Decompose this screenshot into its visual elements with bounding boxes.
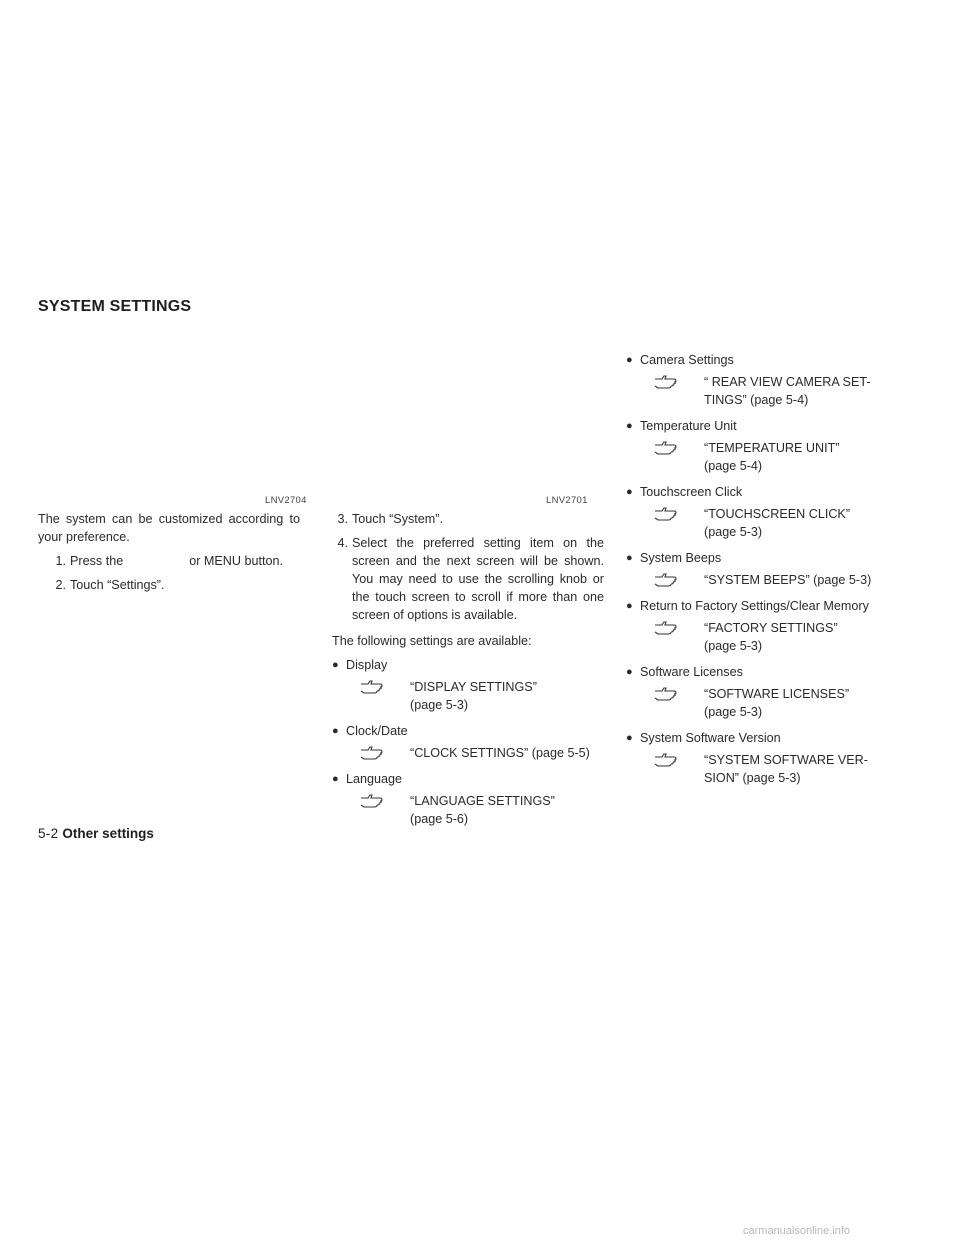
middle-column	[320, 510, 604, 836]
step-text-pre: Press the	[70, 554, 124, 568]
step-number: 4.	[337, 536, 348, 550]
step-text-post: or MENU button.	[189, 554, 283, 568]
pointing-hand-icon	[332, 792, 410, 809]
step-text: Select the preferred setting item on the screen and the next screen will be shown. You may need to use the scrolling knob or the touch screen to scroll if more than one screen of options is available.	[352, 536, 604, 622]
step-text: Touch “System”.	[352, 512, 443, 526]
pointing-hand-icon	[626, 439, 704, 456]
setting-label: Return to Factory Settings/Clear Memory	[640, 599, 869, 613]
page-footer	[38, 825, 154, 843]
reference-line-1: “ REAR VIEW CAMERA SET-	[704, 375, 871, 389]
setting-item	[626, 417, 896, 435]
step-4	[320, 534, 604, 624]
setting-label: Display	[346, 658, 388, 672]
figure-code-middle: LNV2701	[546, 495, 588, 506]
bullet-icon: ●	[626, 732, 633, 744]
pointing-hand-icon	[626, 619, 704, 636]
setting-reference	[332, 792, 604, 828]
setting-reference	[332, 678, 604, 714]
left-column	[38, 510, 300, 600]
bullet-icon: ●	[626, 666, 633, 678]
setting-label: Temperature Unit	[640, 419, 737, 433]
reference-line-1: “SYSTEM BEEPS” (page 5-3)	[704, 573, 872, 587]
footer-section-title: Other settings	[62, 826, 154, 841]
reference-line-1: “TOUCHSCREEN CLICK”	[704, 507, 851, 521]
reference-line-1: “SYSTEM SOFTWARE VER-	[704, 753, 868, 767]
reference-line-2: (page 5-3)	[704, 705, 763, 719]
pointing-hand-icon	[626, 571, 704, 588]
intro-paragraph: The system can be customized according to your preference.	[38, 512, 300, 544]
reference-line-2: (page 5-3)	[704, 525, 763, 539]
reference-line-2: (page 5-3)	[410, 698, 469, 712]
setting-item	[626, 663, 896, 681]
reference-line-2: SION” (page 5-3)	[704, 771, 801, 785]
setting-label: Camera Settings	[640, 353, 734, 367]
setting-item	[626, 549, 896, 567]
pointing-hand-icon	[626, 751, 704, 768]
reference-line-2: TINGS” (page 5-4)	[704, 393, 809, 407]
setting-label: Language	[346, 772, 403, 786]
page-number: 5-2	[38, 826, 59, 841]
bullet-icon: ●	[332, 773, 339, 785]
reference-line-2: (page 5-4)	[704, 459, 763, 473]
reference-line-2: (page 5-6)	[410, 812, 469, 826]
reference-line-1: “FACTORY SETTINGS”	[704, 621, 838, 635]
pointing-hand-icon	[332, 744, 410, 761]
setting-label: Touchscreen Click	[640, 485, 743, 499]
setting-reference	[332, 744, 604, 762]
setting-label: Software Licenses	[640, 665, 743, 679]
setting-item	[332, 722, 604, 740]
reference-line-1: “CLOCK SETTINGS” (page 5-5)	[410, 746, 590, 760]
pointing-hand-icon	[332, 678, 410, 695]
reference-line-1: “SOFTWARE LICENSES”	[704, 687, 850, 701]
setting-reference	[626, 373, 896, 409]
step-number: 3.	[337, 512, 348, 526]
setting-reference	[626, 505, 896, 541]
watermark: carmanualsonline.info	[743, 1225, 851, 1237]
reference-line-1: “TEMPERATURE UNIT”	[704, 441, 840, 455]
available-settings-text: The following settings are available:	[332, 634, 532, 648]
step-text: Touch “Settings”.	[70, 578, 165, 592]
pointing-hand-icon	[626, 373, 704, 390]
step-number: 1.	[55, 554, 66, 568]
settings-list-middle	[320, 656, 604, 828]
setting-label: System Software Version	[640, 731, 781, 745]
step-2	[38, 576, 300, 594]
step-number: 2.	[55, 578, 66, 592]
reference-line-1: “DISPLAY SETTINGS”	[410, 680, 537, 694]
bullet-icon: ●	[626, 420, 633, 432]
setting-label: Clock/Date	[346, 724, 408, 738]
setting-item	[626, 597, 896, 615]
step-text	[70, 552, 300, 570]
right-column	[626, 351, 896, 795]
reference-line-1: “LANGUAGE SETTINGS”	[410, 794, 555, 808]
step-1	[38, 552, 300, 570]
figure-code-left: LNV2704	[265, 495, 307, 506]
reference-line-2: (page 5-3)	[704, 639, 763, 653]
setting-reference	[626, 751, 896, 787]
setting-label: System Beeps	[640, 551, 722, 565]
setting-reference	[626, 685, 896, 721]
setting-item	[626, 351, 896, 369]
page-title: SYSTEM SETTINGS	[38, 298, 192, 315]
bullet-icon: ●	[626, 552, 633, 564]
setting-item	[626, 729, 896, 747]
setting-item	[332, 656, 604, 674]
setting-reference	[626, 571, 896, 589]
bullet-icon: ●	[626, 354, 633, 366]
pointing-hand-icon	[626, 505, 704, 522]
setting-reference	[626, 439, 896, 475]
bullet-icon: ●	[626, 600, 633, 612]
bullet-icon: ●	[332, 725, 339, 737]
bullet-icon: ●	[626, 486, 633, 498]
pointing-hand-icon	[626, 685, 704, 702]
setting-reference	[626, 619, 896, 655]
setting-item	[626, 483, 896, 501]
setting-item	[332, 770, 604, 788]
bullet-icon: ●	[332, 659, 339, 671]
step-3	[320, 510, 604, 528]
